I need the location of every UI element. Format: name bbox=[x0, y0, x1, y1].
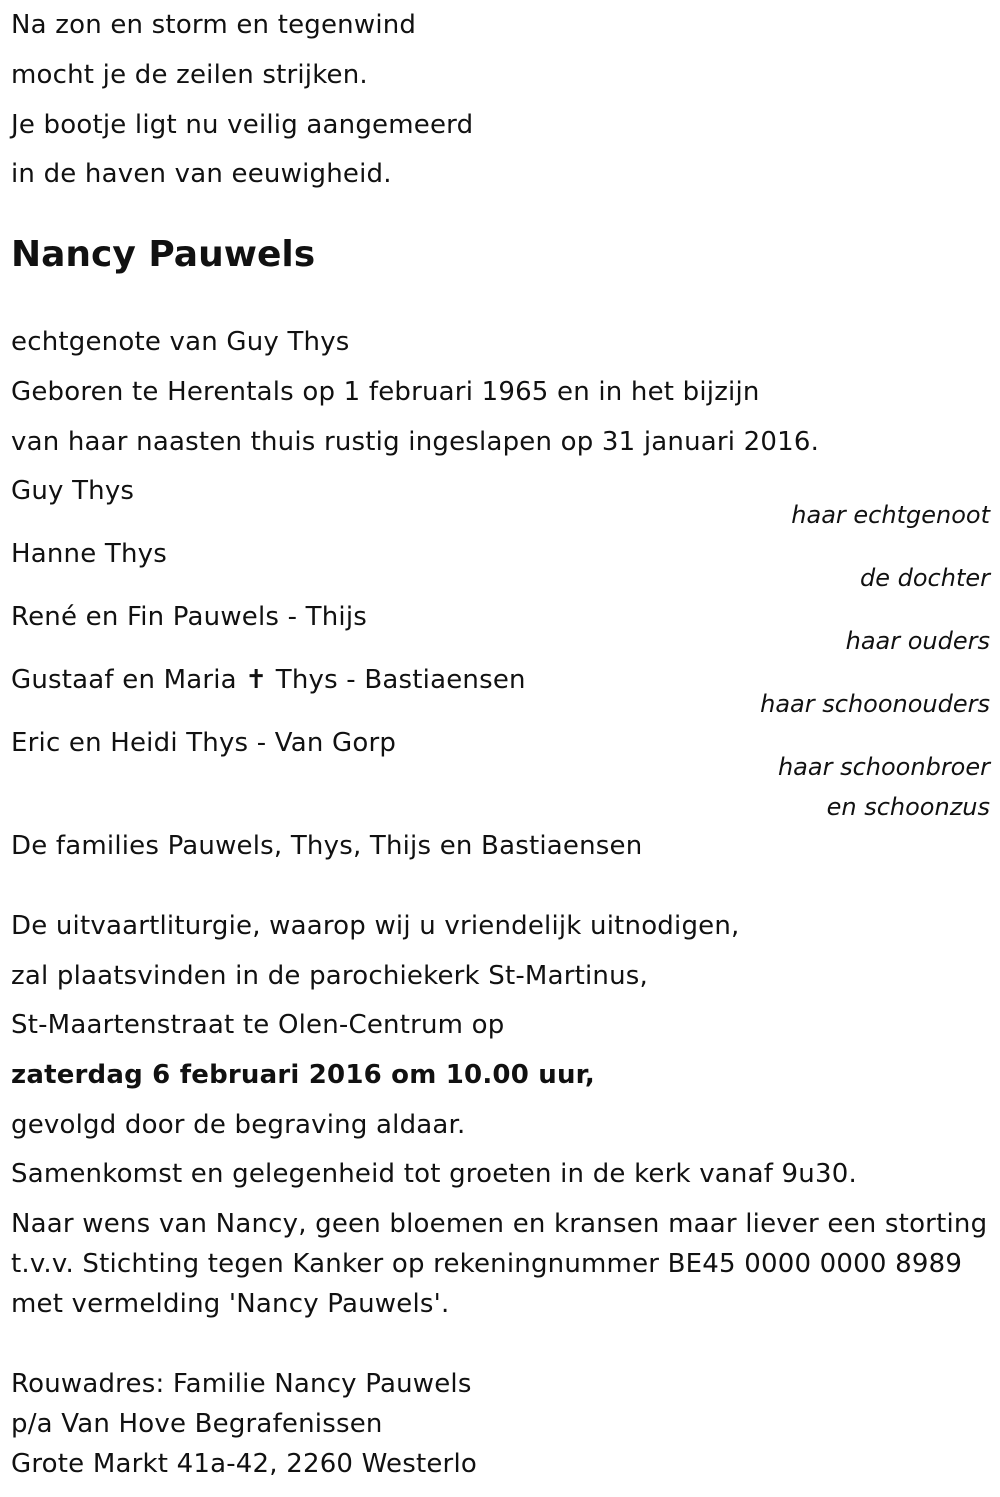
funeral-line: St-Maartenstraat te Olen-Centrum op bbox=[11, 1010, 505, 1040]
families-line: De families Pauwels, Thys, Thijs en Bastiaensen bbox=[11, 831, 643, 861]
funeral-line: Samenkomst en gelegenheid tot groeten in de kerk vanaf 9u30. bbox=[11, 1159, 857, 1189]
relative-relation: haar schoonbroer bbox=[777, 753, 990, 781]
funeral-line: De uitvaartliturgie, waarop wij u vriendelijk uitnodigen, bbox=[11, 911, 740, 941]
funeral-line: gevolgd door de begraving aldaar. bbox=[11, 1110, 466, 1140]
funeral-line: zal plaatsvinden in de parochiekerk St-Martinus, bbox=[11, 961, 648, 991]
poem-line: Je bootje ligt nu veilig aangemeerd bbox=[11, 110, 474, 140]
relative-relation: haar ouders bbox=[845, 627, 990, 655]
address-line: p/a Van Hove Begrafenissen bbox=[11, 1409, 383, 1439]
cross-icon: ✝ bbox=[245, 665, 268, 695]
wish-line: t.v.v. Stichting tegen Kanker op rekeningnummer BE45 0000 0000 8989 bbox=[11, 1249, 963, 1279]
relative-relation: de dochter bbox=[860, 564, 990, 592]
wish-line: met vermelding 'Nancy Pauwels'. bbox=[11, 1289, 450, 1319]
poem-line: Na zon en storm en tegenwind bbox=[11, 10, 417, 40]
relative-name-part: Gustaaf en Maria bbox=[11, 665, 237, 695]
deceased-name: Nancy Pauwels bbox=[11, 234, 316, 275]
address-line: Grote Markt 41a-42, 2260 Westerlo bbox=[11, 1449, 477, 1479]
relative-relation: haar schoonouders bbox=[760, 690, 990, 718]
intro-line: van haar naasten thuis rustig ingeslapen op 31 januari 2016. bbox=[11, 427, 820, 457]
wish-line: Naar wens van Nancy, geen bloemen en kransen maar liever een storting bbox=[11, 1209, 988, 1239]
poem-line: mocht je de zeilen strijken. bbox=[11, 60, 368, 90]
relative-name: Guy Thys bbox=[11, 476, 135, 506]
intro-line: echtgenote van Guy Thys bbox=[11, 327, 350, 357]
intro-line: Geboren te Herentals op 1 februari 1965 en in het bijzijn bbox=[11, 377, 760, 407]
relative-name-part: Thys - Bastiaensen bbox=[275, 665, 526, 695]
relative-relation: en schoonzus bbox=[826, 793, 990, 821]
relative-name: Eric en Heidi Thys - Van Gorp bbox=[11, 728, 397, 758]
relative-name bbox=[11, 665, 526, 695]
poem-line: in de haven van eeuwigheid. bbox=[11, 159, 392, 189]
funeral-date: zaterdag 6 februari 2016 om 10.00 uur, bbox=[11, 1060, 595, 1090]
relative-name: René en Fin Pauwels - Thijs bbox=[11, 602, 368, 632]
address-line: Rouwadres: Familie Nancy Pauwels bbox=[11, 1369, 472, 1399]
relative-relation: haar echtgenoot bbox=[791, 501, 990, 529]
relative-name: Hanne Thys bbox=[11, 539, 167, 569]
